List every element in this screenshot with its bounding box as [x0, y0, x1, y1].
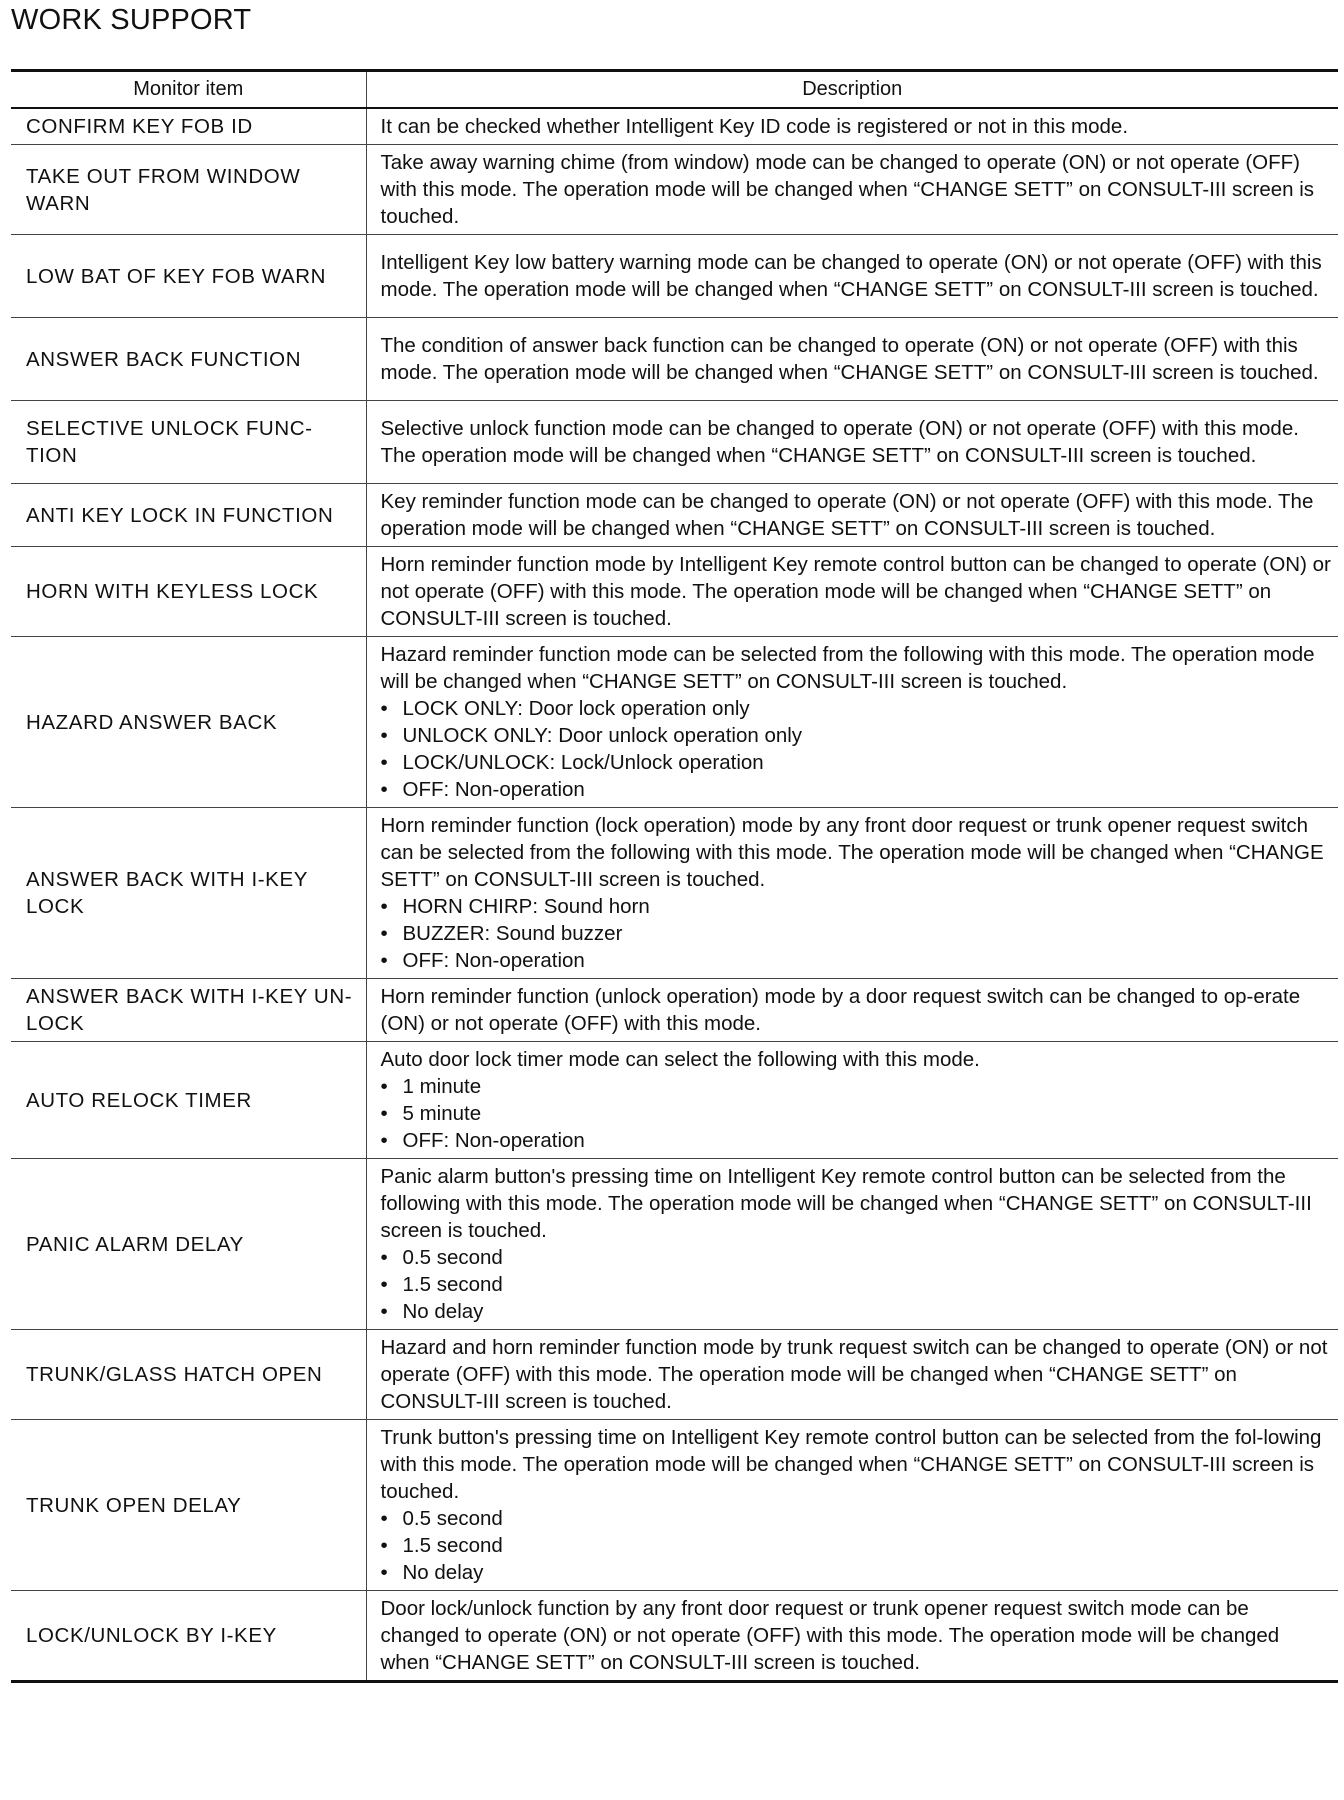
- description-text: Key reminder function mode can be changed to operate (ON) or not operate (OFF) with this mode. The operation mode will be changed when “CHANGE SETT” on CONSULT-III screen is touched.: [380, 490, 1314, 540]
- description-text: Panic alarm button's pressing time on Intelligent Key remote control button can be selected from the following with this mode. The operation mode will be changed when “CHANGE SETT” on CONSULT-III screen is touched.: [380, 1165, 1312, 1242]
- option-list-item: • LOCK ONLY: Door lock operation only: [381, 695, 1333, 722]
- description-cell: [366, 1159, 1338, 1330]
- description-text: Hazard and horn reminder function mode by trunk request switch can be changed to operate (ON) or not operate (OFF) with this mode. The operation mode will be changed when “CHANGE SETT” on CONSULT-III screen is touched.: [380, 1336, 1328, 1413]
- description-cell: [366, 547, 1338, 637]
- table-row: [11, 235, 1338, 318]
- description-text: Hazard reminder function mode can be selected from the following with this mode. The operation mode will be changed when “CHANGE SETT” on CONSULT-III screen is touched.: [380, 643, 1315, 693]
- option-list-item: • OFF: Non-operation: [381, 947, 1333, 974]
- option-list: [381, 1244, 1333, 1325]
- table-row: [11, 145, 1338, 235]
- option-list: [381, 1073, 1333, 1154]
- description-text: Door lock/unlock function by any front door request or trunk opener request switch mode can be changed to operate (ON) or not operate (OFF) with this mode. The operation mode will be changed when “CHANGE SETT” on CONSULT-III screen is touched.: [380, 1597, 1280, 1674]
- option-list-item: • UNLOCK ONLY: Door unlock operation only: [381, 722, 1333, 749]
- description-cell: [366, 1591, 1338, 1682]
- option-list-item: • LOCK/UNLOCK: Lock/Unlock operation: [381, 749, 1333, 776]
- option-list: [381, 695, 1333, 803]
- table-row: [11, 108, 1338, 145]
- table-row: [11, 1591, 1338, 1682]
- table-row: [11, 637, 1338, 808]
- description-text: Horn reminder function (unlock operation) mode by a door request switch can be changed to op-erate (ON) or not operate (OFF) with this mode.: [380, 985, 1301, 1035]
- option-list-item: • 5 minute: [381, 1100, 1333, 1127]
- monitor-item-cell: ANTI KEY LOCK IN FUNCTION: [11, 484, 366, 547]
- description-text: The condition of answer back function can be changed to operate (ON) or not operate (OFF) with this mode. The operation mode will be changed when “CHANGE SETT” on CONSULT-III screen is touched.: [380, 334, 1319, 384]
- description-text: Selective unlock function mode can be changed to operate (ON) or not operate (OFF) with this mode. The operation mode will be changed when “CHANGE SETT” on CONSULT-III screen is touched.: [380, 417, 1299, 467]
- description-cell: [366, 108, 1338, 145]
- option-list-item: • 0.5 second: [381, 1244, 1333, 1271]
- monitor-item-cell: CONFIRM KEY FOB ID: [11, 108, 366, 145]
- monitor-item-cell: AUTO RELOCK TIMER: [11, 1042, 366, 1159]
- monitor-item-cell: PANIC ALARM DELAY: [11, 1159, 366, 1330]
- description-cell: [366, 637, 1338, 808]
- monitor-item-cell: HORN WITH KEYLESS LOCK: [11, 547, 366, 637]
- option-list: [381, 893, 1333, 974]
- monitor-item-cell: LOW BAT OF KEY FOB WARN: [11, 235, 366, 318]
- description-text: It can be checked whether Intelligent Key ID code is registered or not in this mode.: [380, 115, 1129, 138]
- description-cell: [366, 484, 1338, 547]
- table-row: [11, 1042, 1338, 1159]
- monitor-item-cell: ANSWER BACK FUNCTION: [11, 318, 366, 401]
- description-cell: [366, 145, 1338, 235]
- option-list-item: • 1 minute: [381, 1073, 1333, 1100]
- option-list-item: • 1.5 second: [381, 1271, 1333, 1298]
- description-cell: [366, 401, 1338, 484]
- description-text: Intelligent Key low battery warning mode can be changed to operate (ON) or not operate (OFF) with this mode. The operation mode will be changed when “CHANGE SETT” on CONSULT-III screen is touched.: [380, 251, 1322, 301]
- table-row: [11, 979, 1338, 1042]
- table-header-row: [11, 71, 1338, 109]
- description-text: Auto door lock timer mode can select the following with this mode.: [380, 1048, 980, 1071]
- description-cell: [366, 1420, 1338, 1591]
- table-row: [11, 1330, 1338, 1420]
- monitor-item-cell: TAKE OUT FROM WINDOW WARN: [11, 145, 366, 235]
- option-list-item: • No delay: [381, 1559, 1333, 1586]
- description-text: Horn reminder function (lock operation) mode by any front door request or trunk opener request switch can be selected from the following with this mode. The operation mode will be changed when “CHANGE SETT” on CONSULT-III screen is touched.: [380, 814, 1324, 891]
- option-list-item: • No delay: [381, 1298, 1333, 1325]
- work-support-table: [11, 69, 1338, 1683]
- table-row: [11, 1159, 1338, 1330]
- option-list-item: • BUZZER: Sound buzzer: [381, 920, 1333, 947]
- table-row: [11, 318, 1338, 401]
- description-text: Take away warning chime (from window) mode can be changed to operate (ON) or not operate (OFF) with this mode. The operation mode will be changed when “CHANGE SETT” on CONSULT-III screen is touched.: [380, 151, 1315, 228]
- table-row: [11, 484, 1338, 547]
- page-title: WORK SUPPORT: [11, 4, 252, 36]
- monitor-item-cell: SELECTIVE UNLOCK FUNC-TION: [11, 401, 366, 484]
- monitor-item-cell: LOCK/UNLOCK BY I-KEY: [11, 1591, 366, 1682]
- description-cell: [366, 1042, 1338, 1159]
- option-list-item: • 1.5 second: [381, 1532, 1333, 1559]
- description-cell: [366, 318, 1338, 401]
- option-list-item: • OFF: Non-operation: [381, 1127, 1333, 1154]
- table-row: [11, 401, 1338, 484]
- column-header-description: Description: [802, 78, 903, 100]
- monitor-item-cell: HAZARD ANSWER BACK: [11, 637, 366, 808]
- monitor-item-cell: TRUNK/GLASS HATCH OPEN: [11, 1330, 366, 1420]
- table-row: [11, 808, 1338, 979]
- monitor-item-cell: TRUNK OPEN DELAY: [11, 1420, 366, 1591]
- column-header-monitor-item: Monitor item: [11, 71, 366, 109]
- description-text: Trunk button's pressing time on Intelligent Key remote control button can be selected from the fol-lowing with this mode. The operation mode will be changed when “CHANGE SETT” on CONSULT-III screen is touched.: [380, 1426, 1322, 1503]
- table-row: [11, 1420, 1338, 1591]
- description-cell: [366, 979, 1338, 1042]
- monitor-item-cell: ANSWER BACK WITH I-KEY LOCK: [11, 808, 366, 979]
- description-cell: [366, 235, 1338, 318]
- option-list-item: • OFF: Non-operation: [381, 776, 1333, 803]
- description-cell: [366, 1330, 1338, 1420]
- monitor-item-cell: ANSWER BACK WITH I-KEY UN-LOCK: [11, 979, 366, 1042]
- table-row: [11, 547, 1338, 637]
- description-cell: [366, 808, 1338, 979]
- option-list: [381, 1505, 1333, 1586]
- option-list-item: • 0.5 second: [381, 1505, 1333, 1532]
- description-text: Horn reminder function mode by Intelligent Key remote control button can be changed to operate (ON) or not operate (OFF) with this mode. The operation mode will be changed when “CHANGE SETT” on CONSULT-III screen is touched.: [380, 553, 1331, 630]
- option-list-item: • HORN CHIRP: Sound horn: [381, 893, 1333, 920]
